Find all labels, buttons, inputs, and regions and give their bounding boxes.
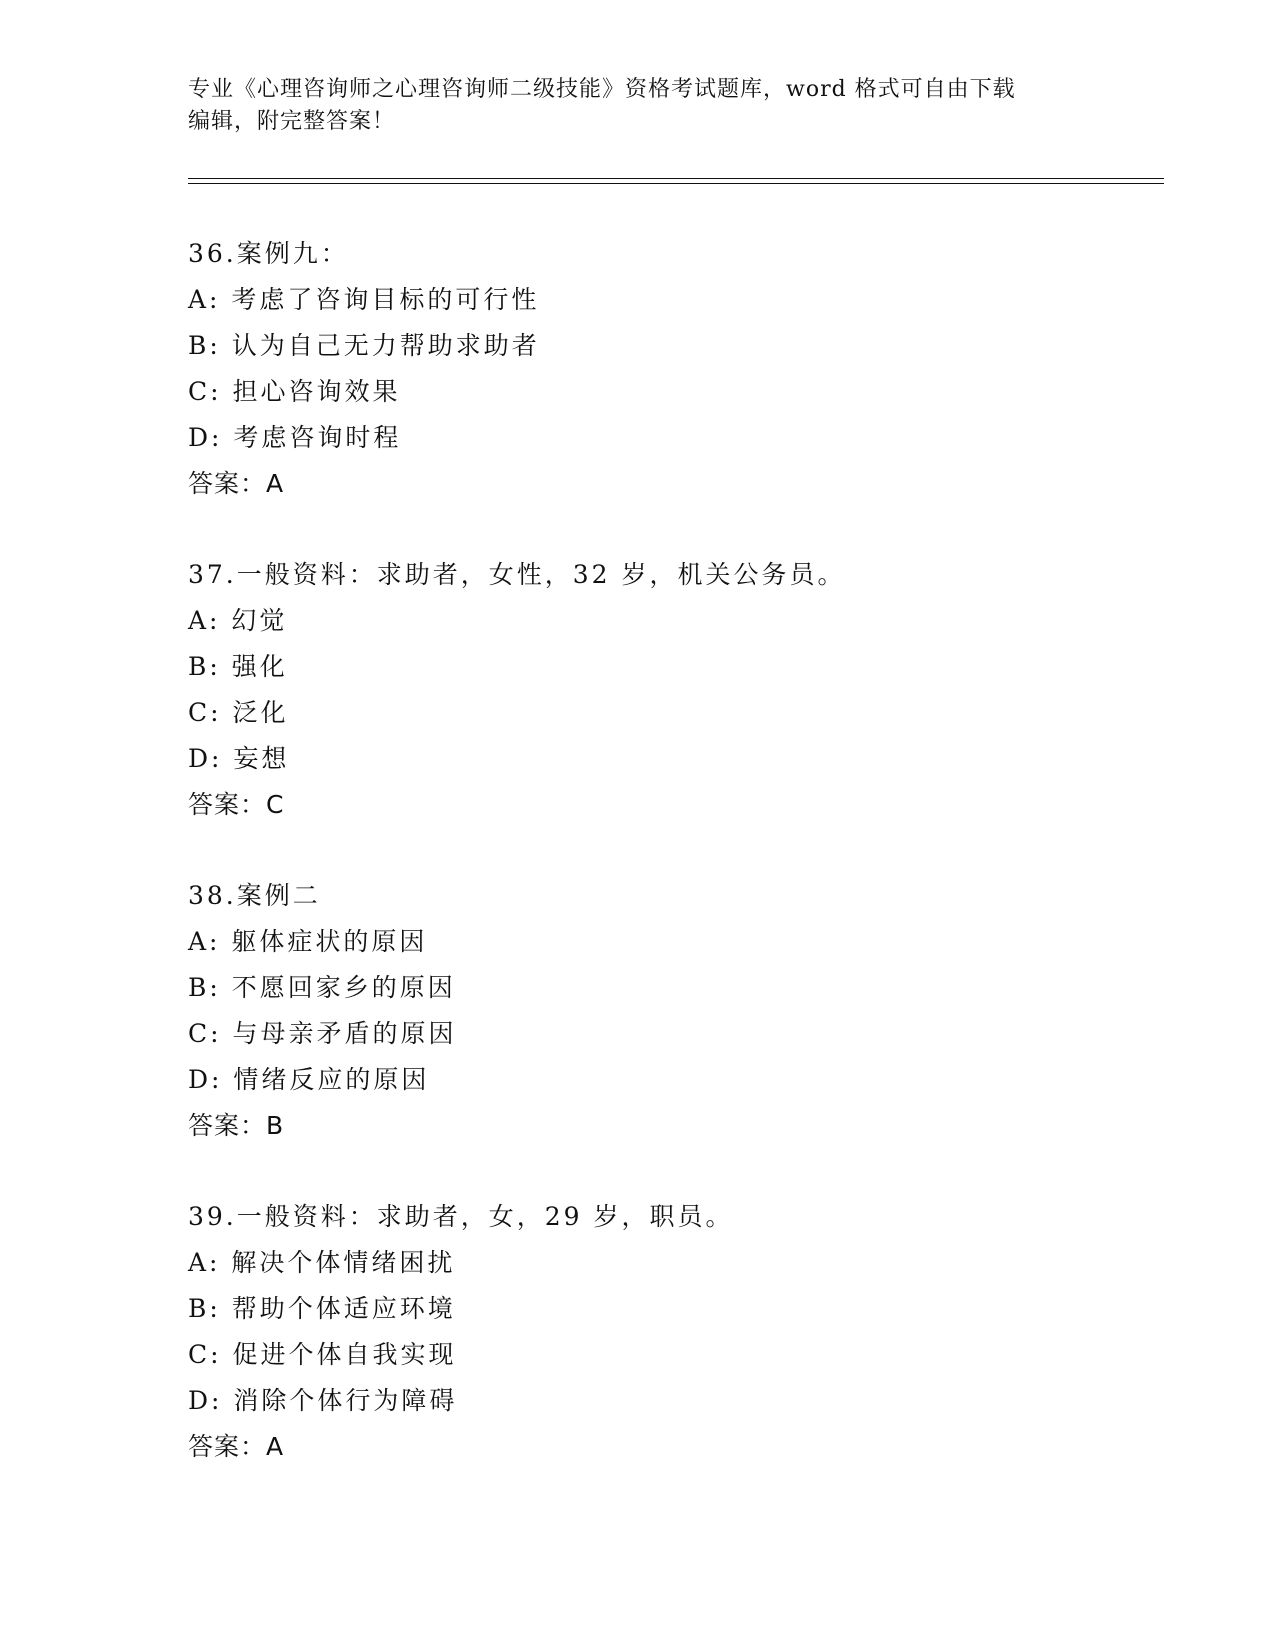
option-c: C: 泛化 bbox=[188, 698, 289, 727]
option-c: C: 促进个体自我实现 bbox=[188, 1340, 457, 1369]
question-stem: 39.一般资料：求助者，女，29 岁，职员。 bbox=[188, 1202, 734, 1231]
question-38 bbox=[188, 873, 1188, 1149]
option-a: A: 解决个体情绪困扰 bbox=[188, 1248, 456, 1277]
option-b: B: 认为自己无力帮助求助者 bbox=[188, 331, 540, 360]
option-d: D: 妄想 bbox=[188, 744, 290, 773]
question-stem: 36.案例九： bbox=[188, 239, 349, 268]
option-b: B: 不愿回家乡的原因 bbox=[188, 973, 456, 1002]
option-d: D: 情绪反应的原因 bbox=[188, 1065, 430, 1094]
option-c: C: 与母亲矛盾的原因 bbox=[188, 1019, 457, 1048]
option-d: D: 考虑咨询时程 bbox=[188, 423, 402, 452]
option-a: A: 幻觉 bbox=[188, 606, 288, 635]
option-c: C: 担心咨询效果 bbox=[188, 377, 401, 406]
option-d: D: 消除个体行为障碍 bbox=[188, 1386, 458, 1415]
option-a: A: 考虑了咨询目标的可行性 bbox=[188, 285, 540, 314]
header-divider-top bbox=[188, 178, 1164, 179]
answer-label: 答案：A bbox=[188, 1432, 285, 1461]
answer-label: 答案：B bbox=[188, 1111, 285, 1140]
answer-label: 答案：C bbox=[188, 790, 285, 819]
document-header bbox=[188, 74, 1088, 138]
question-stem: 37.一般资料：求助者，女性，32 岁，机关公务员。 bbox=[188, 560, 846, 589]
header-divider-bottom bbox=[188, 183, 1164, 184]
header-line-2: 编辑，附完整答案！ bbox=[188, 109, 396, 134]
option-a: A: 躯体症状的原因 bbox=[188, 927, 428, 956]
question-39 bbox=[188, 1194, 1188, 1470]
question-stem: 38.案例二 bbox=[188, 881, 321, 910]
question-37 bbox=[188, 552, 1188, 828]
option-b: B: 帮助个体适应环境 bbox=[188, 1294, 456, 1323]
header-line-1: 专业《心理咨询师之心理咨询师二级技能》资格考试题库，word 格式可自由下载 bbox=[188, 77, 1016, 102]
answer-label: 答案：A bbox=[188, 469, 285, 498]
question-36 bbox=[188, 231, 1188, 507]
option-b: B: 强化 bbox=[188, 652, 288, 681]
